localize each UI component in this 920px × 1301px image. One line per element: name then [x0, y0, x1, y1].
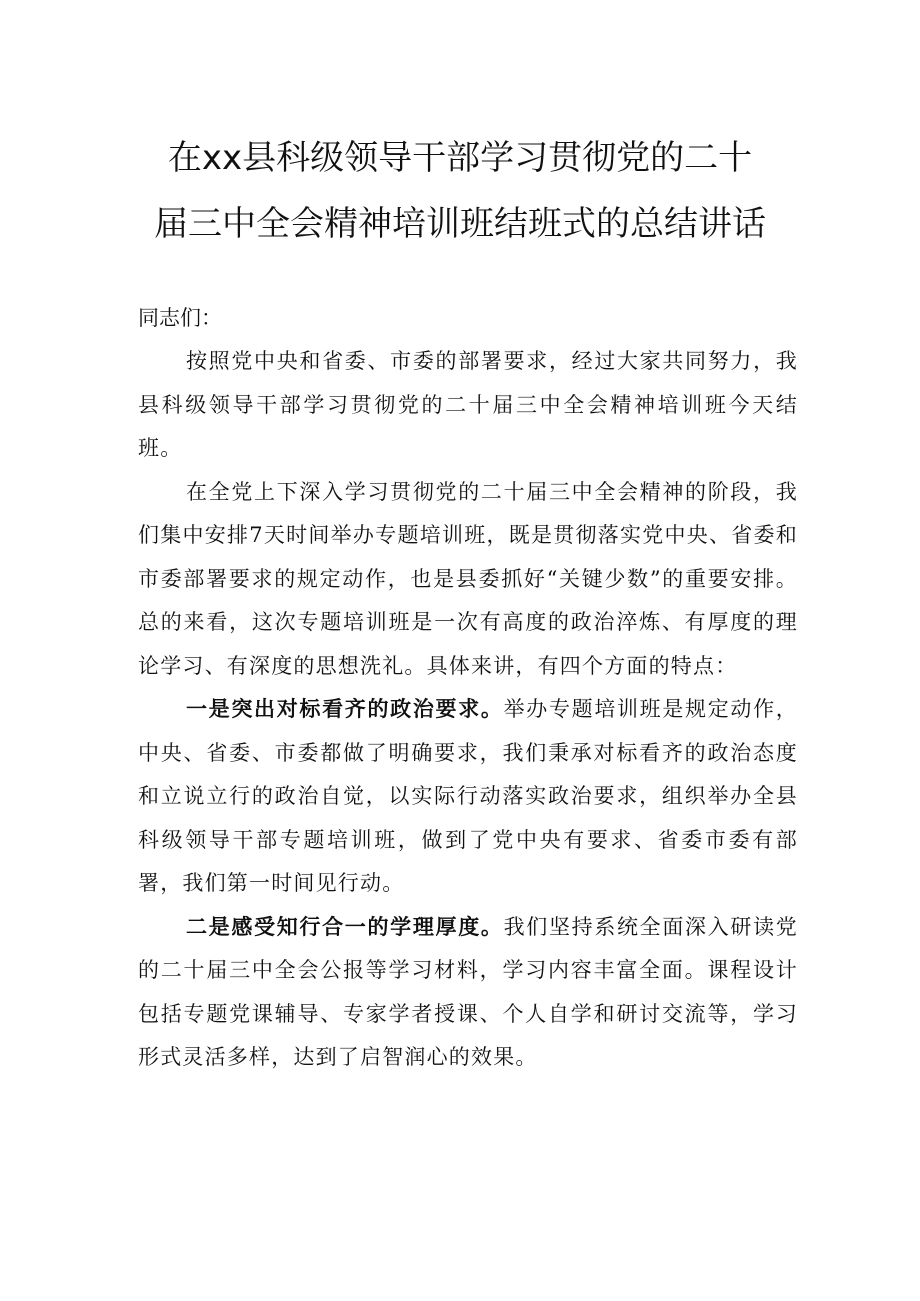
paragraph-3-lead: 一是突出对标看齐的政治要求。	[186, 697, 504, 721]
paragraph-2-text: 在全党上下深入学习贯彻党的二十届三中全会精神的阶段，我们集中安排7天时间举办专题培训班，既是贯彻落实党中央、省委和市委部署要求的规定动作，也是县委抓好“关键少数”的重要安排。总的来看，这次专题培训班是一次有高度的政治淬炼、有厚度的理论学习、有深度的思想洗礼。具体来讲，有四个方面的特点：	[138, 479, 798, 678]
title-line-1: 在xx县科级领导干部学习贯彻党的二十	[167, 138, 753, 178]
paragraph-4-lead: 二是感受知行合一的学理厚度。	[186, 914, 504, 939]
paragraph-3	[138, 688, 798, 906]
salutation: 同志们：	[138, 306, 222, 330]
paragraph-4	[138, 906, 798, 1080]
paragraph-1	[138, 340, 798, 471]
paragraph-1-text: 按照党中央和省委、市委的部署要求，经过大家共同努力，我县科级领导干部学习贯彻党的二十届三中全会精神培训班今天结班。	[138, 349, 798, 460]
paragraph-4-text: 我们坚持系统全面深入研读党的二十届三中全会公报等学习材料，学习内容丰富全面。课程设计包括专题党课辅导、专家学者授课、个人自学和研讨交流等，学习形式灵活多样，达到了启智润心的效果。	[138, 914, 798, 1069]
title-line-2: 届三中全会精神培训班结班式的总结讲话	[154, 204, 766, 244]
body-paragraphs	[138, 340, 798, 1080]
paragraph-3-text: 举办专题培训班是规定动作，中央、省委、市委都做了明确要求，我们秉承对标看齐的政治态度和立说立行的政治自觉，以实际行动落实政治要求，组织举办全县科级领导干部专题培训班，做到了党中央有要求、省委市委有部署，我们第一时间见行动。	[138, 697, 798, 895]
paragraph-2	[138, 471, 798, 689]
